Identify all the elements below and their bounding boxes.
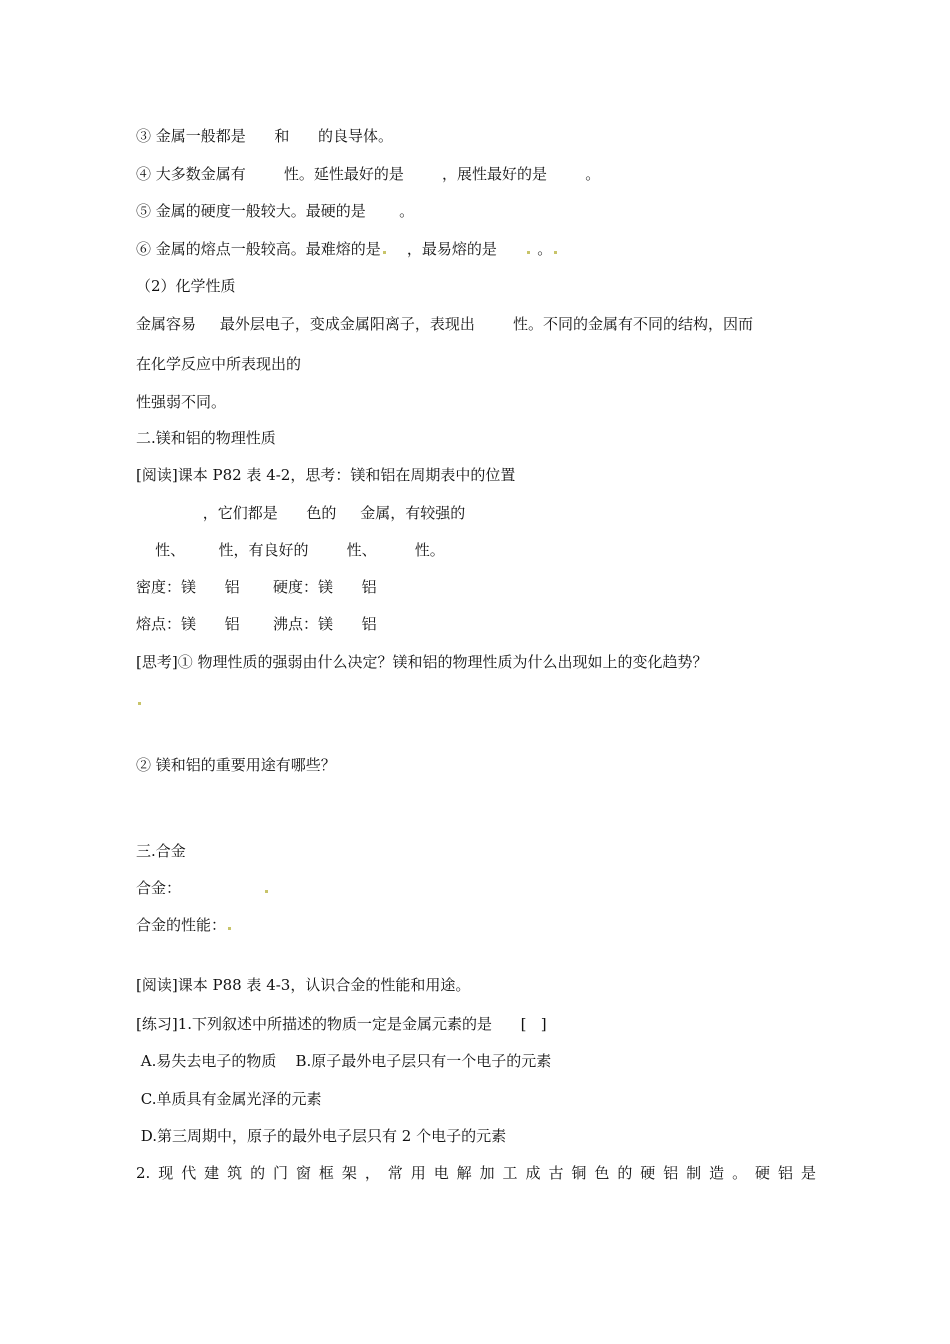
exercise-2-char: 铝: [663, 1164, 679, 1182]
text-line-think-2: ② 镁和铝的重要用途有哪些？: [136, 756, 336, 774]
exercise-2-char: 现: [158, 1164, 174, 1182]
text-line-strength: 性强弱不同。: [136, 393, 227, 411]
section-heading-chemical: （2）化学性质: [136, 277, 236, 295]
section-heading-mg-al: 二.镁和铝的物理性质: [136, 429, 276, 447]
text-line-melting-point: [136, 239, 559, 259]
exercise-2-char: 铝: [777, 1164, 793, 1182]
text-line-lose-electrons: 金属容易 最外层电子，变成金属阳离子，表现出 性。不同的金属有不同的结构，因而: [136, 315, 753, 333]
exercise-2-char: ，: [364, 1164, 380, 1182]
exercise-2-char: 硬: [640, 1164, 656, 1182]
alloy-perf-label: 合金的性能：: [136, 916, 227, 934]
text-line-ductility: ④ 大多数金属有 性。延性最好的是 ，展性最好的是 。: [136, 165, 601, 183]
exercise-2-char: 建: [204, 1164, 220, 1182]
exercise-2-char: 。: [732, 1164, 748, 1182]
text-line-think-1: [思考]① 物理性质的强弱由什么决定？镁和铝的物理性质为什么出现如上的变化趋势？: [136, 653, 708, 671]
mark-dot: [383, 251, 386, 254]
melting-text-b: ，最易熔的是: [387, 240, 526, 258]
exercise-2-char: 加: [479, 1164, 495, 1182]
text-line-melting-boiling: 熔点：镁 铝 沸点：镁 铝: [136, 615, 377, 633]
text-line-reaction: 在化学反应中所表现出的: [136, 355, 302, 373]
exercise-2-char: 是: [800, 1164, 816, 1182]
text-line-read-p88: [阅读]课本 P88 表 4-3，认识合金的性能和用途。: [136, 976, 471, 994]
exercise-2-char: 造: [709, 1164, 725, 1182]
mark-dot: [527, 251, 530, 254]
exercise-2-char: 2.: [136, 1164, 151, 1182]
exercise-1-option-ab: A.易失去电子的物质 B.原子最外电子层只有一个电子的元素: [136, 1052, 552, 1070]
text-line-hardness: ⑤ 金属的硬度一般较大。最硬的是 。: [136, 202, 415, 220]
mark-dot: [138, 702, 141, 705]
exercise-2-char: 的: [250, 1164, 266, 1182]
mark-dot: [554, 251, 557, 254]
text-line-color-metal: ，它们都是 色的 金属，有较强的: [136, 504, 466, 522]
exercise-2-question: [136, 1163, 816, 1183]
exercise-2-char: 的: [617, 1164, 633, 1182]
exercise-1-option-c: C.单质具有金属光泽的元素: [136, 1090, 322, 1108]
mark-dot: [228, 927, 231, 930]
mark-line: [136, 690, 143, 710]
exercise-2-char: 解: [456, 1164, 472, 1182]
text-line-density-hardness: 密度：镁 铝 硬度：镁 铝: [136, 578, 377, 596]
exercise-2-char: 制: [686, 1164, 702, 1182]
mark-dot: [265, 890, 268, 893]
exercise-2-char: 常: [387, 1164, 403, 1182]
exercise-2-char: 铜: [571, 1164, 587, 1182]
exercise-1-option-d: D.第三周期中，原子的最外电子层只有 2 个电子的元素: [136, 1127, 507, 1145]
melting-text-c: 。: [532, 240, 553, 258]
text-line-properties: 性、 性，有良好的 性、 性。: [136, 541, 445, 559]
exercise-2-char: 筑: [227, 1164, 243, 1182]
text-line-alloy-performance: [136, 915, 233, 935]
exercise-2-char: 成: [525, 1164, 541, 1182]
melting-text-a: ⑥ 金属的熔点一般较高。最难熔的是: [136, 240, 381, 258]
exercise-2-char: 窗: [295, 1164, 311, 1182]
exercise-2-char: 用: [410, 1164, 426, 1182]
exercise-2-char: 电: [433, 1164, 449, 1182]
exercise-2-char: 代: [181, 1164, 197, 1182]
exercise-1-question: [练习]1.下列叙述中所描述的物质一定是金属元素的是 [ ]: [136, 1015, 547, 1033]
exercise-2-char: 框: [318, 1164, 334, 1182]
exercise-2-char: 古: [548, 1164, 564, 1182]
alloy-def-label: 合金：: [136, 879, 182, 897]
exercise-2-char: 色: [594, 1164, 610, 1182]
text-line-read-p82: [阅读]课本 P82 表 4-2，思考：镁和铝在周期表中的位置: [136, 466, 516, 484]
text-line-alloy-def: [136, 878, 270, 898]
exercise-2-char: 门: [273, 1164, 289, 1182]
exercise-2-char: 架: [341, 1164, 357, 1182]
section-heading-alloy: 三.合金: [136, 842, 186, 860]
text-line-metal-conductor: ③ 金属一般都是 和 的良导体。: [136, 127, 393, 145]
exercise-2-char: 硬: [755, 1164, 771, 1182]
exercise-2-char: 工: [502, 1164, 518, 1182]
